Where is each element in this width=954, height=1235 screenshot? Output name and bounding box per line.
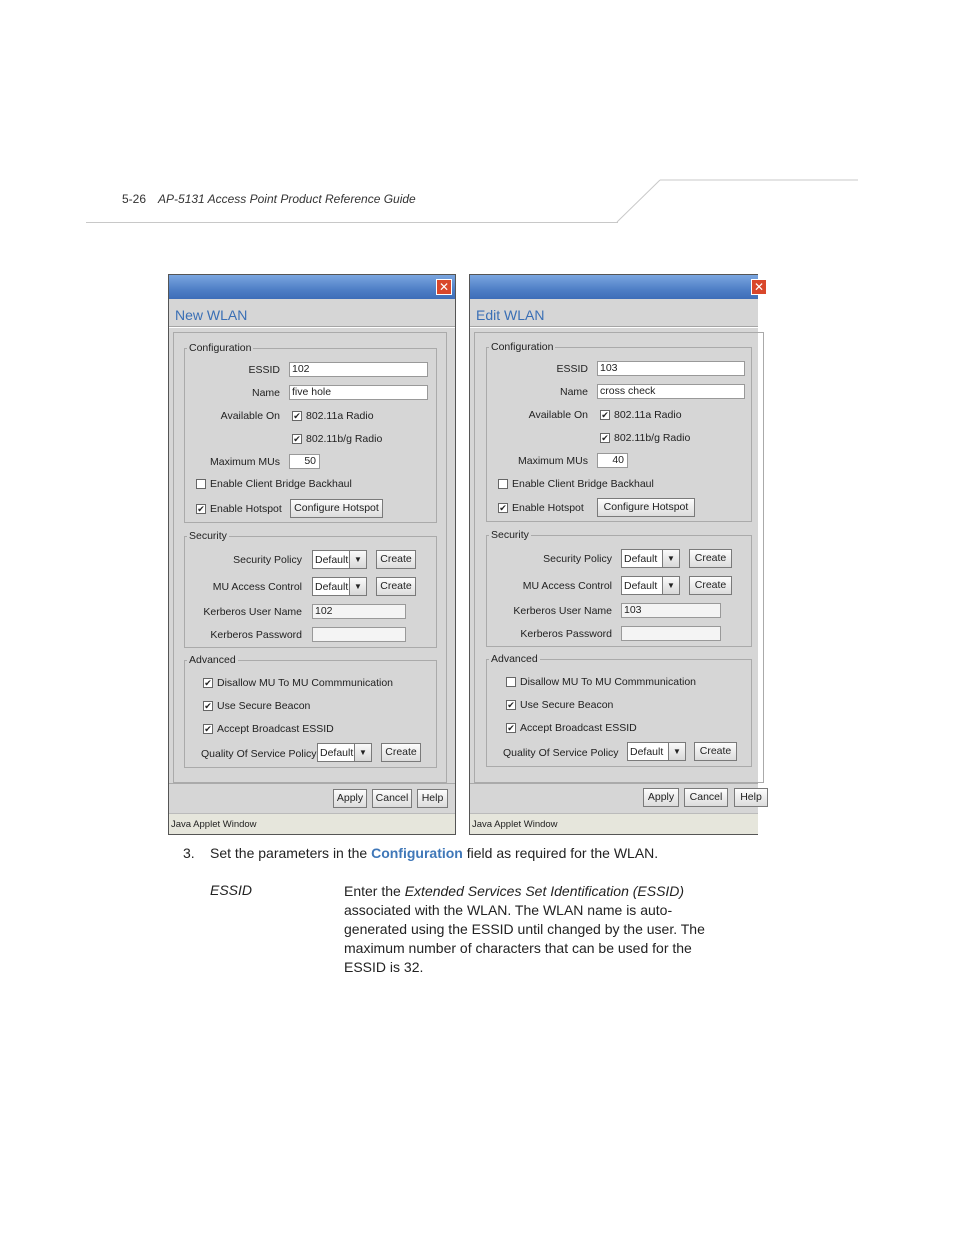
kerberos-password-field[interactable] <box>621 626 721 641</box>
radio-a-label: 802.11a Radio <box>306 410 374 422</box>
button-bar-divider <box>470 783 758 784</box>
accept-broadcast-label: Accept Broadcast ESSID <box>520 722 637 734</box>
secure-beacon-checkbox[interactable]: ✔ <box>507 700 515 710</box>
status-text: Java Applet Window <box>472 819 558 830</box>
definition-before: Enter the <box>344 883 401 899</box>
security-policy-create-button[interactable]: Create <box>376 550 416 569</box>
security-policy-create-button[interactable]: Create <box>689 549 732 568</box>
page-header <box>122 192 416 206</box>
close-icon[interactable]: ✕ <box>436 279 452 295</box>
essid-label: ESSID <box>556 363 588 375</box>
mu-access-create-button[interactable]: Create <box>376 577 416 596</box>
qos-select[interactable] <box>317 743 372 762</box>
kerberos-password-field[interactable] <box>312 627 406 642</box>
hotspot-label: Enable Hotspot <box>512 502 584 514</box>
hotspot-checkbox[interactable]: ✔ <box>499 503 507 513</box>
name-label: Name <box>559 386 588 398</box>
chevron-down-icon: ▼ <box>668 743 685 760</box>
security-legend: Security <box>189 530 227 542</box>
kerberos-user-field[interactable]: 102 <box>312 604 406 619</box>
mu-access-label: MU Access Control <box>212 581 302 593</box>
radio-bg-checkbox[interactable]: ✔ <box>601 433 609 443</box>
security-policy-select[interactable] <box>312 550 367 569</box>
configuration-legend: Configuration <box>189 342 252 354</box>
kerberos-user-field[interactable]: 103 <box>621 603 721 618</box>
radio-bg-label: 802.11b/g Radio <box>614 432 691 444</box>
security-policy-value: Default <box>315 554 349 566</box>
advanced-legend: Advanced <box>189 654 236 666</box>
qos-create-button[interactable]: Create <box>694 742 737 761</box>
close-icon[interactable]: ✕ <box>751 279 767 295</box>
secure-beacon-checkbox[interactable]: ✔ <box>204 701 212 711</box>
mu-access-value: Default <box>315 581 349 593</box>
configuration-highlight: Configuration <box>371 845 463 861</box>
step-text-after: field as required for the WLAN. <box>466 845 659 861</box>
kerberos-password-label: Kerberos Password <box>210 629 302 641</box>
qos-value: Default <box>320 747 354 759</box>
security-policy-value: Default <box>624 553 658 565</box>
status-bar <box>169 813 455 834</box>
radio-bg-label: 802.11b/g Radio <box>306 433 383 445</box>
title-divider <box>169 326 455 328</box>
guide-title: AP-5131 Access Point Product Reference Guide <box>158 192 416 206</box>
cancel-button[interactable]: Cancel <box>372 789 412 808</box>
essid-field[interactable]: 103 <box>597 361 745 376</box>
max-mus-field[interactable]: 40 <box>597 453 628 468</box>
chevron-down-icon: ▼ <box>354 744 371 761</box>
name-label: Name <box>251 387 280 399</box>
bridge-backhaul-label: Enable Client Bridge Backhaul <box>210 478 352 490</box>
advanced-legend: Advanced <box>491 653 538 665</box>
mu-access-value: Default <box>624 580 658 592</box>
button-bar-divider <box>169 783 455 784</box>
chevron-down-icon: ▼ <box>662 550 679 567</box>
mu-access-select[interactable] <box>312 577 367 596</box>
page-number: 5-26 <box>122 192 147 206</box>
essid-field[interactable]: 102 <box>289 362 428 377</box>
status-text: Java Applet Window <box>171 819 257 830</box>
name-field[interactable]: five hole <box>289 385 428 400</box>
max-mus-label: Maximum MUs <box>518 455 588 467</box>
hotspot-label: Enable Hotspot <box>210 503 282 515</box>
radio-a-label: 802.11a Radio <box>614 409 682 421</box>
secure-beacon-label: Use Secure Beacon <box>217 700 311 712</box>
max-mus-field[interactable]: 50 <box>289 454 320 469</box>
radio-bg-checkbox[interactable]: ✔ <box>293 434 301 444</box>
configuration-legend: Configuration <box>491 341 554 353</box>
configure-hotspot-button[interactable]: Configure Hotspot <box>290 499 383 518</box>
radio-a-checkbox[interactable]: ✔ <box>293 411 301 421</box>
definition-italic: Extended Services Set Identification (ESSID) <box>404 883 685 899</box>
definition-term: ESSID <box>210 882 253 898</box>
available-on-label: Available On <box>220 410 280 422</box>
max-mus-label: Maximum MUs <box>210 456 280 468</box>
security-policy-label: Security Policy <box>233 554 302 566</box>
hotspot-checkbox[interactable]: ✔ <box>197 504 205 514</box>
window-titlebar <box>169 275 455 299</box>
essid-label: ESSID <box>248 364 280 376</box>
bridge-backhaul-checkbox[interactable] <box>196 479 206 489</box>
bridge-backhaul-label: Enable Client Bridge Backhaul <box>512 478 654 490</box>
disallow-mu-checkbox[interactable]: ✔ <box>204 678 212 688</box>
title-divider <box>470 326 758 328</box>
name-field[interactable]: cross check <box>597 384 745 399</box>
radio-a-checkbox[interactable]: ✔ <box>601 410 609 420</box>
dialog-title: New WLAN <box>175 307 248 323</box>
disallow-mu-label: Disallow MU To MU Commmunication <box>520 676 697 688</box>
status-bar <box>470 813 758 834</box>
cancel-button[interactable]: Cancel <box>684 788 728 807</box>
qos-label: Quality Of Service Policy <box>503 747 619 759</box>
mu-access-label: MU Access Control <box>522 580 612 592</box>
disallow-mu-label: Disallow MU To MU Commmunication <box>217 677 394 689</box>
disallow-mu-checkbox[interactable] <box>506 677 516 687</box>
chevron-down-icon: ▼ <box>662 577 679 594</box>
bridge-backhaul-checkbox[interactable] <box>498 479 508 489</box>
security-policy-label: Security Policy <box>543 553 612 565</box>
header-rule-left <box>86 222 618 223</box>
step-paragraph <box>183 845 658 861</box>
secure-beacon-label: Use Secure Beacon <box>520 699 614 711</box>
chevron-down-icon: ▼ <box>349 578 366 595</box>
qos-label: Quality Of Service Policy <box>201 748 317 760</box>
kerberos-user-label: Kerberos User Name <box>203 606 302 618</box>
kerberos-user-label: Kerberos User Name <box>513 605 612 617</box>
window-titlebar <box>470 275 765 299</box>
mu-access-create-button[interactable]: Create <box>689 576 732 595</box>
mu-access-select[interactable] <box>621 576 680 595</box>
accept-broadcast-label: Accept Broadcast ESSID <box>217 723 334 735</box>
qos-value: Default <box>630 746 664 758</box>
step-number: 3. <box>183 845 195 861</box>
accept-broadcast-checkbox[interactable]: ✔ <box>204 724 212 734</box>
header-rule-slant <box>600 176 860 226</box>
qos-select[interactable] <box>627 742 686 761</box>
chevron-down-icon: ▼ <box>349 551 366 568</box>
available-on-label: Available On <box>528 409 588 421</box>
apply-button[interactable]: Apply <box>643 788 679 807</box>
edit-wlan-window <box>469 274 765 835</box>
dialog-title: Edit WLAN <box>476 307 545 323</box>
apply-button[interactable]: Apply <box>333 789 367 808</box>
kerberos-password-label: Kerberos Password <box>520 628 612 640</box>
new-wlan-window <box>168 274 456 835</box>
help-button[interactable]: Help <box>417 789 448 808</box>
accept-broadcast-checkbox[interactable]: ✔ <box>507 723 515 733</box>
configure-hotspot-button[interactable]: Configure Hotspot <box>597 498 695 517</box>
security-legend: Security <box>491 529 529 541</box>
step-text-before: Set the parameters in the <box>210 845 368 861</box>
security-policy-select[interactable] <box>621 549 680 568</box>
definition-text <box>344 882 724 977</box>
definition-after: associated with the WLAN. The WLAN name is auto-generated using the ESSID until changed by the user. The maximum number of characters that can be used for the ESSID is 32. <box>344 902 705 975</box>
help-button[interactable]: Help <box>734 788 768 807</box>
qos-create-button[interactable]: Create <box>381 743 421 762</box>
